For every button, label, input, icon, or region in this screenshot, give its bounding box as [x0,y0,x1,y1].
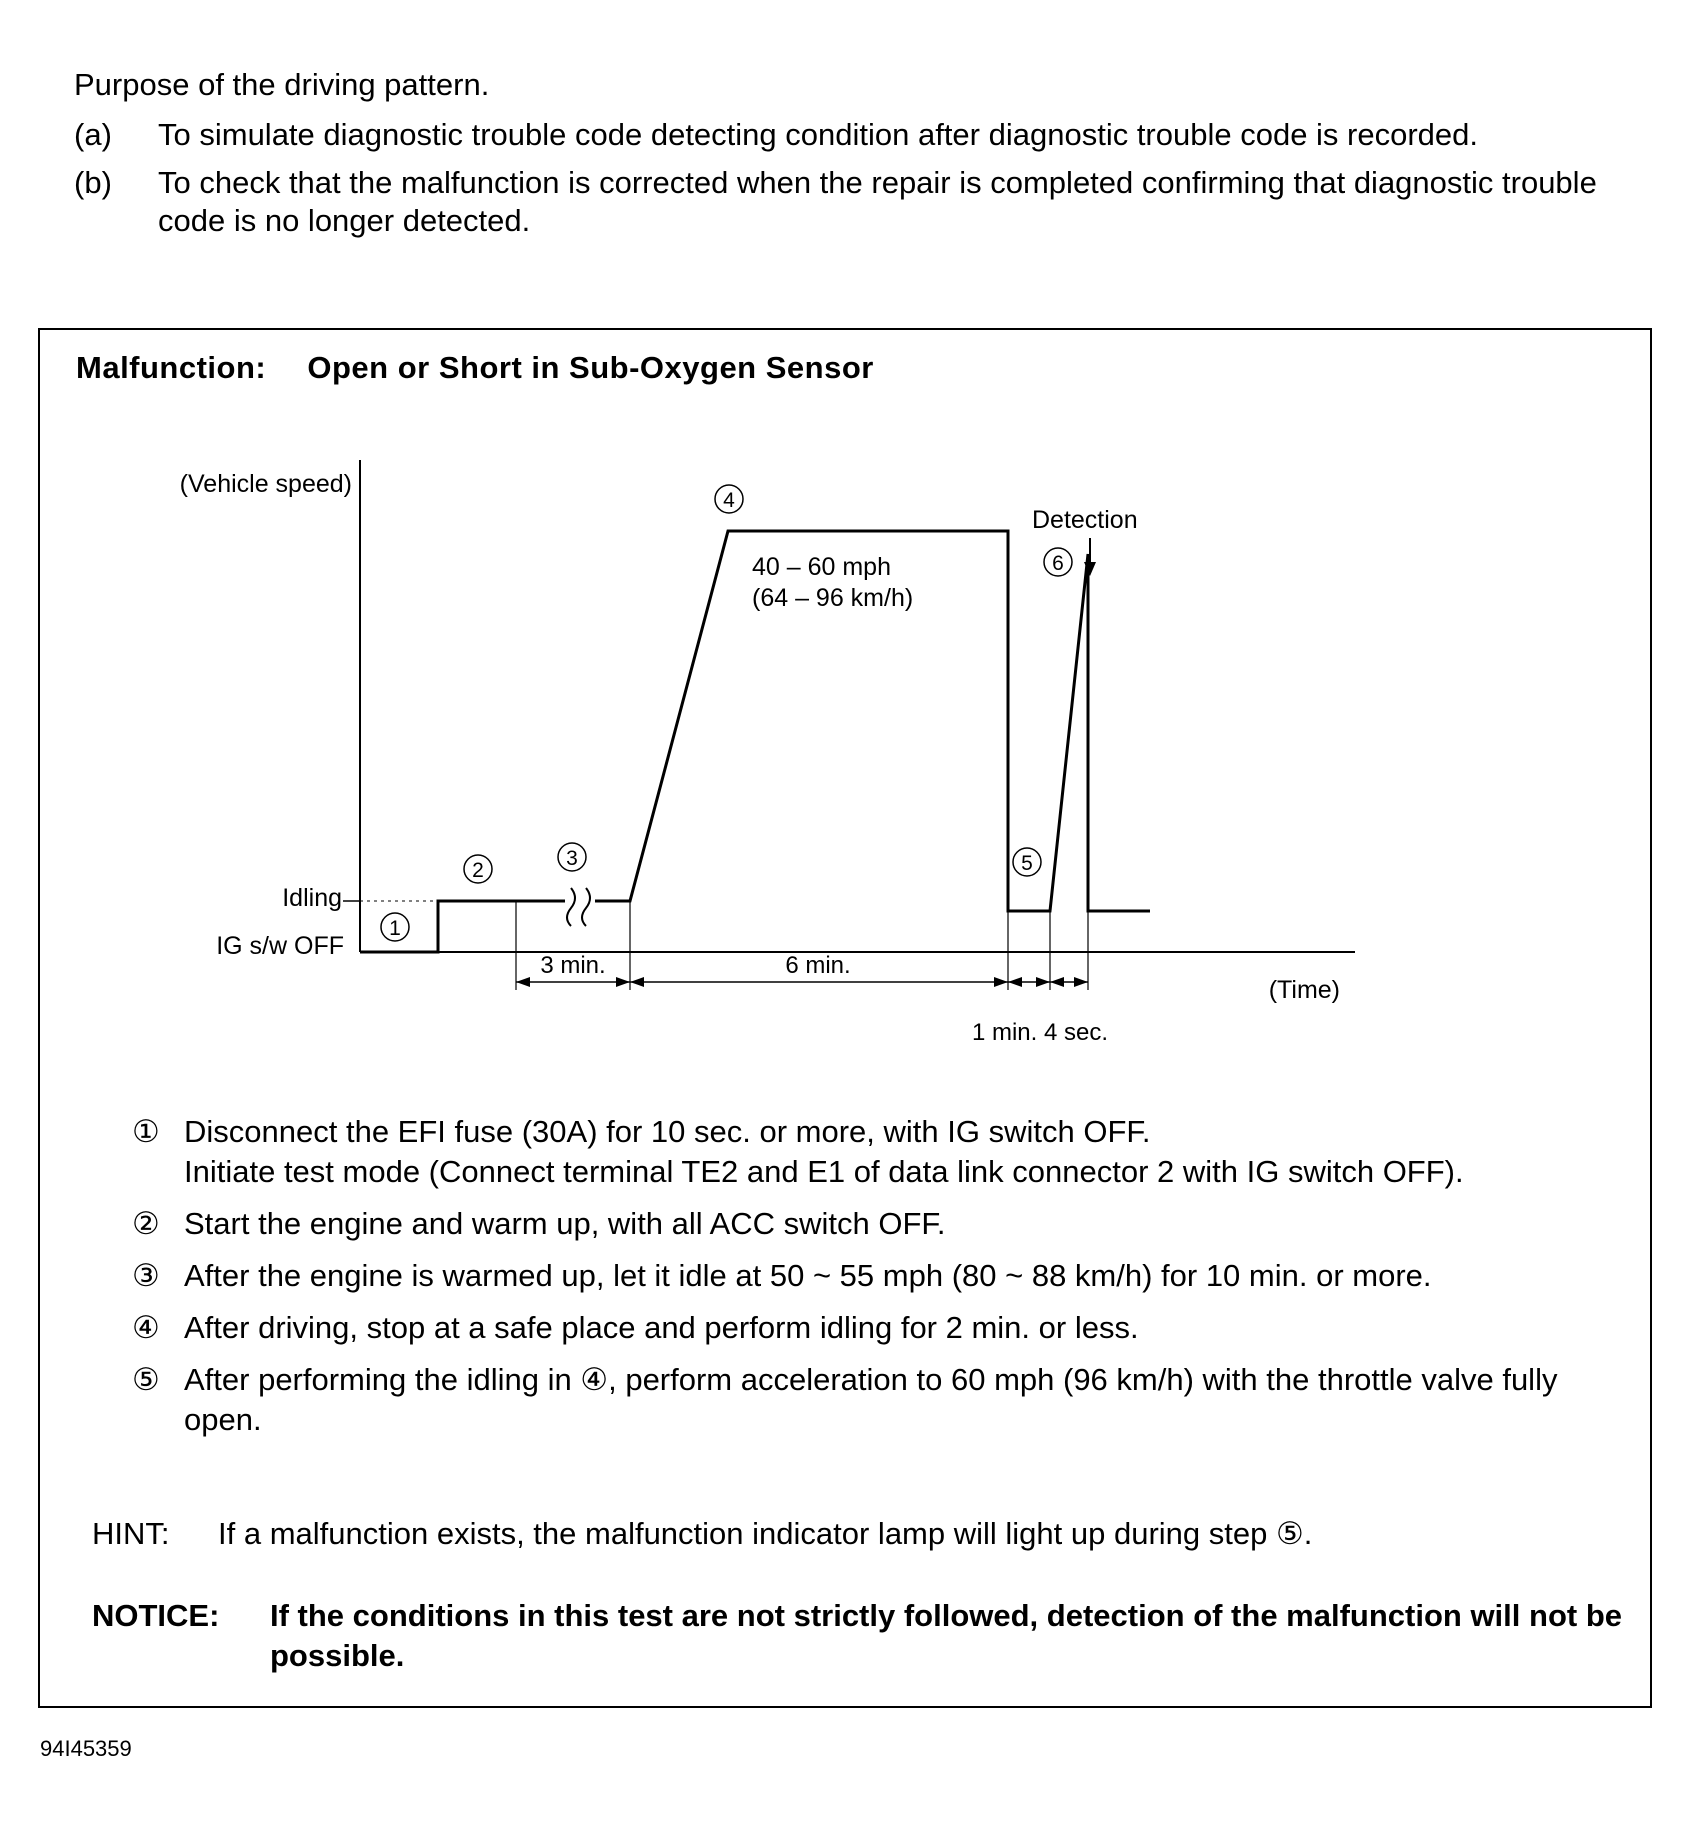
step-marker-2-label: 2 [472,859,484,882]
step-text: After performing the idling in ④, perform acceleration to 60 mph (96 km/h) with the throttle valve fully open. [184,1362,1558,1437]
step-marker-4-label: 4 [723,489,735,512]
intro-item-text: To check that the malfunction is corrected when the repair is completed confirming that diagnostic trouble code is no longer detected. [158,165,1597,238]
step-marker-3 [558,843,586,871]
step-marker-3-label: 3 [566,847,578,870]
intro-item-tag: (b) [74,165,112,200]
hint-label: HINT: [92,1516,170,1551]
step-item-1 [132,1112,1632,1192]
step-number: ③ [132,1258,160,1293]
intro-item-tag: (a) [74,117,112,152]
notice-label: NOTICE: [92,1598,220,1633]
duration-6min: 6 min. [785,952,851,979]
hint-text: If a malfunction exists, the malfunction indicator lamp will light up during step ⑤. [218,1516,1313,1551]
duration-3min: 3 min. [540,952,606,979]
step-item-4 [132,1308,1632,1348]
intro-title: Purpose of the driving pattern. [74,67,490,102]
notice-text: If the conditions in this test are not strictly followed, detection of the malfunction will not be possible. [270,1598,1622,1673]
step-item-5 [132,1360,1632,1440]
intro-section [74,66,1664,250]
step-marker-2 [464,855,492,883]
step-number: ⑤ [132,1362,160,1397]
step-marker-5 [1013,848,1041,876]
intro-item-text: To simulate diagnostic trouble code detecting condition after diagnostic trouble code is recorded. [158,117,1479,152]
step-marker-6 [1044,548,1072,576]
step-text: Disconnect the EFI fuse (30A) for 10 sec. or more, with IG switch OFF. [184,1114,1151,1149]
figure-code: 94I45359 [40,1736,132,1761]
intro-item-b [74,164,1664,240]
step-number: ① [132,1114,160,1149]
speed-time-chart [40,330,1650,1090]
step-number: ② [132,1206,160,1241]
step-text: After driving, stop at a safe place and perform idling for 2 min. or less. [184,1310,1139,1345]
step-marker-6-label: 6 [1052,552,1064,575]
step-number: ④ [132,1310,160,1345]
step-marker-1-label: 1 [389,917,401,940]
step-text: Start the engine and warm up, with all ACC switch OFF. [184,1206,946,1241]
speed-mph-label: 40 – 60 mph [752,553,891,581]
step-text-2: Initiate test mode (Connect terminal TE2 and E1 of data link connector 2 with IG switch OFF). [184,1154,1464,1189]
y-axis-label: (Vehicle speed) [179,470,352,498]
notice-row [92,1596,1632,1676]
step-marker-5-label: 5 [1021,852,1033,875]
malfunction-box [38,328,1652,1708]
step-text: After the engine is warmed up, let it idle at 50 ~ 55 mph (80 ~ 88 km/h) for 10 min. or more. [184,1258,1432,1293]
idling-label: Idling [282,884,342,912]
malfunction-label: Malfunction: [76,350,267,385]
detection-label: Detection [1032,506,1138,534]
ig-off-label: IG s/w OFF [216,932,344,960]
speed-kmh-label: (64 – 96 km/h) [752,584,914,612]
step-item-2 [132,1204,1632,1244]
duration-1min-4sec: 1 min. 4 sec. [971,1019,1109,1046]
step-list [132,1112,1632,1452]
step-item-3 [132,1256,1632,1296]
malfunction-value: Open or Short in Sub-Oxygen Sensor [307,350,874,385]
intro-item-a [74,116,1664,154]
step-marker-1 [381,913,409,941]
x-axis-label: (Time) [1268,976,1340,1004]
step-marker-4 [715,485,743,513]
hint-row [92,1516,1612,1552]
